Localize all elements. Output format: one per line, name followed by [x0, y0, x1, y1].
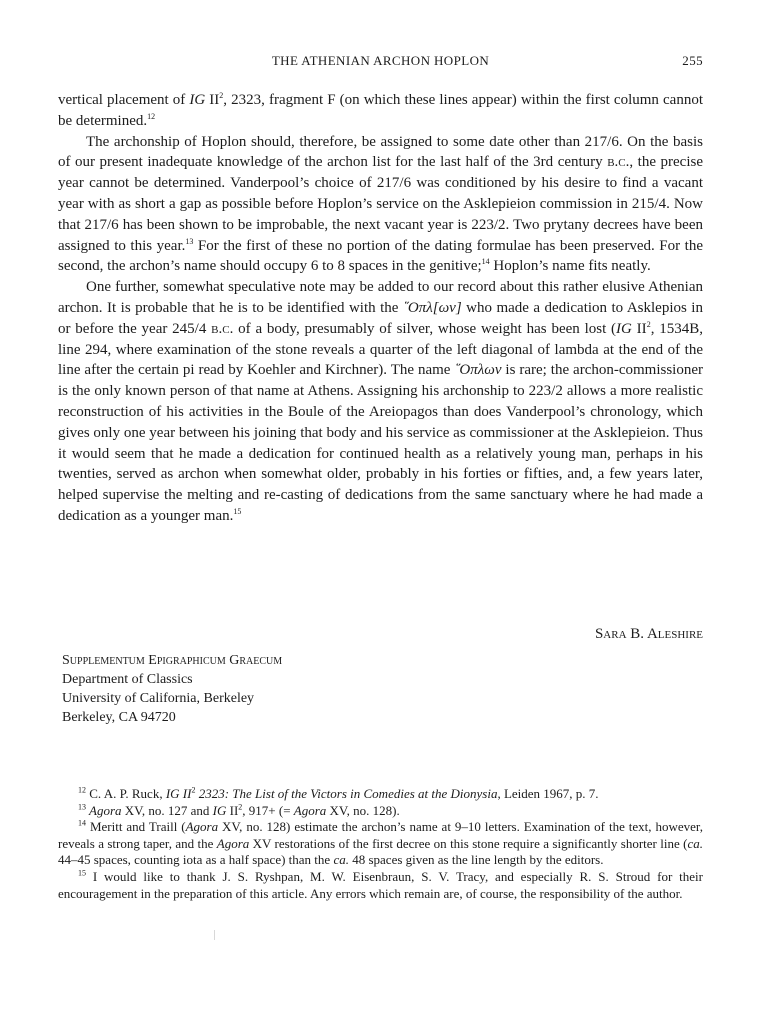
text-run: , 2323, fragment F (on which these lines appear) within the first column cannot be determined. — [58, 92, 703, 129]
text-run: , the precise year cannot be determined. Vanderpool’s choice of 217/6 was conditioned by his desire to find a vacant year with as short a gap as possible before Hoplon’s service on the Asklepieion commission in 215/4. Now that 217/6 has been shown to be improbable, the next vacant year is 223/2. Two prytany decrees have been assigned to this year. — [58, 154, 703, 254]
page-number: 255 — [682, 53, 703, 68]
superscript: 2 — [191, 785, 196, 795]
paragraph-2 — [58, 132, 703, 278]
text-run: Meritt and Traill ( — [86, 819, 186, 835]
running-title: THE ATHENIAN ARCHON HOPLON — [271, 53, 490, 68]
text-run: , 1534B, line 294, where examination of the stone reveals a quarter of the left diagonal of lambda at the end of the line after the certain pi read by Koehler and Kirchner). The name — [58, 320, 704, 379]
address-line: Department of Classics — [62, 672, 193, 687]
work-title: Agora — [293, 802, 327, 818]
footnote-number: 13 — [78, 802, 86, 812]
greek-name: ῞Oπλωv — [454, 362, 502, 379]
text-run: I would like to thank J. S. Ryshpan, M. W. Eisenbraun, S. V. Tracy, and especially R. S. Stroud for their encouragement in the preparation of this article. Any errors which remain are, of course, the responsibility of the author. — [58, 868, 703, 901]
text-run: XV restorations of the first decree on this stone require a significantly shorter line ( — [249, 835, 688, 851]
text-run: C. A. P. Ruck, — [86, 786, 166, 801]
ig-abbrev: IG — [616, 320, 632, 337]
footnote-14 — [58, 819, 703, 869]
footnote-ref-12[interactable]: 12 — [147, 111, 156, 121]
ig-abbrev: IG — [189, 92, 206, 108]
work-title: Agora — [86, 802, 122, 818]
author-address — [62, 651, 462, 727]
text-run: II — [631, 320, 647, 337]
footnote-ref-13[interactable]: 13 — [185, 236, 194, 246]
footnote-number: 15 — [78, 868, 86, 878]
ig-abbrev: IG — [212, 802, 227, 818]
superscript: 2 — [238, 802, 243, 812]
address-line: Supplementum Epigraphicum Graecum — [62, 653, 283, 668]
running-header — [58, 53, 703, 73]
footnotes — [58, 786, 703, 902]
address-line: Berkeley, CA 94720 — [62, 710, 176, 725]
work-title: IG II — [165, 786, 192, 801]
author-name: Sara B. Aleshire — [594, 626, 703, 642]
footnote-ref-15[interactable]: 15 — [233, 506, 242, 516]
text-run: II — [205, 92, 220, 108]
footnote-13 — [58, 803, 703, 820]
work-title: Agora — [185, 819, 219, 835]
superscript: 2 — [646, 319, 651, 329]
text-run: is rare; the archon-commissioner is the only known person of that name at Athens. Assigning his archonship to 223/2 allows a more realistic reconstruction of his activities in the Boule of the Areiopagos than does Vanderpool’s chronology, which gives only one year between his joining that body and his service as commissioner at the Asklepieion. Thus it would seem that he made a dedication for continued health as a relatively young man, perhaps in his twenties, served as archon when somewhat older, probably in his forties or fifties, and, a few years later, helped supervise the melting and re-casting of dedications from the same sanctuary where he had made a dedication as a younger man. — [58, 362, 704, 524]
footnote-ref-14[interactable]: 14 — [481, 257, 490, 267]
text-run: who made a dedication to Asklepios in or before the year 245/4 — [58, 299, 703, 337]
text-run: 48 spaces given as the line length by the editors. — [348, 852, 604, 868]
text-run: , Leiden 1967, p. 7. — [497, 786, 599, 801]
text-run: The archonship of Hoplon should, therefore, be assigned to some date other than 217/6. On the basis of our present inadequate knowledge of the archon list for the last half of the 3rd century — [58, 133, 703, 171]
footnote-15 — [58, 869, 703, 902]
article-body — [58, 90, 703, 527]
greek-name: ῞Oπλ[ωv] — [402, 299, 462, 316]
text-run: , 917+ (= — [242, 802, 294, 818]
footnote-number: 12 — [78, 785, 86, 795]
text-run: One further, somewhat speculative note may be added to our record about this rather elusive Athenian archon. It is probable that he is to be identified with the — [58, 279, 703, 316]
text-run: vertical placement of — [58, 92, 190, 108]
abbrev-circa: ca. — [333, 852, 349, 868]
text-run: II — [226, 802, 239, 818]
work-title: Agora — [216, 835, 250, 851]
text-run: of a body, presumably of silver, whose weight has been lost ( — [233, 320, 617, 337]
text-run: XV, no. 127 and — [121, 802, 213, 818]
era-abbrev: b.c. — [607, 154, 630, 171]
scan-mark — [214, 930, 215, 940]
text-run: Hoplon’s name fits neatly. — [489, 258, 651, 275]
text-run: For the first of these no portion of the dating formulae has been preserved. For the second, the archon’s name should occupy 6 to 8 spaces in the genitive; — [58, 237, 703, 275]
footnote-12 — [58, 786, 703, 803]
paragraph-3 — [58, 277, 703, 527]
work-title: 2323: The List of the Victors in Comedies at the Dionysia — [195, 786, 498, 801]
paragraph-1 — [58, 90, 703, 132]
address-line: University of California, Berkeley — [62, 691, 255, 706]
text-run: XV, no. 128). — [326, 802, 400, 818]
text-run: 44–45 spaces, counting iota as a half space) than the — [58, 852, 334, 868]
era-abbrev: b.c. — [211, 320, 234, 337]
text-run: XV, no. 128) estimate the archon’s name at 9–10 letters. Examination of the text, however, reveals a strong taper, and the — [58, 819, 703, 851]
footnote-number: 14 — [78, 818, 86, 828]
superscript: 2 — [219, 91, 224, 100]
abbrev-circa: ca. — [687, 835, 703, 851]
